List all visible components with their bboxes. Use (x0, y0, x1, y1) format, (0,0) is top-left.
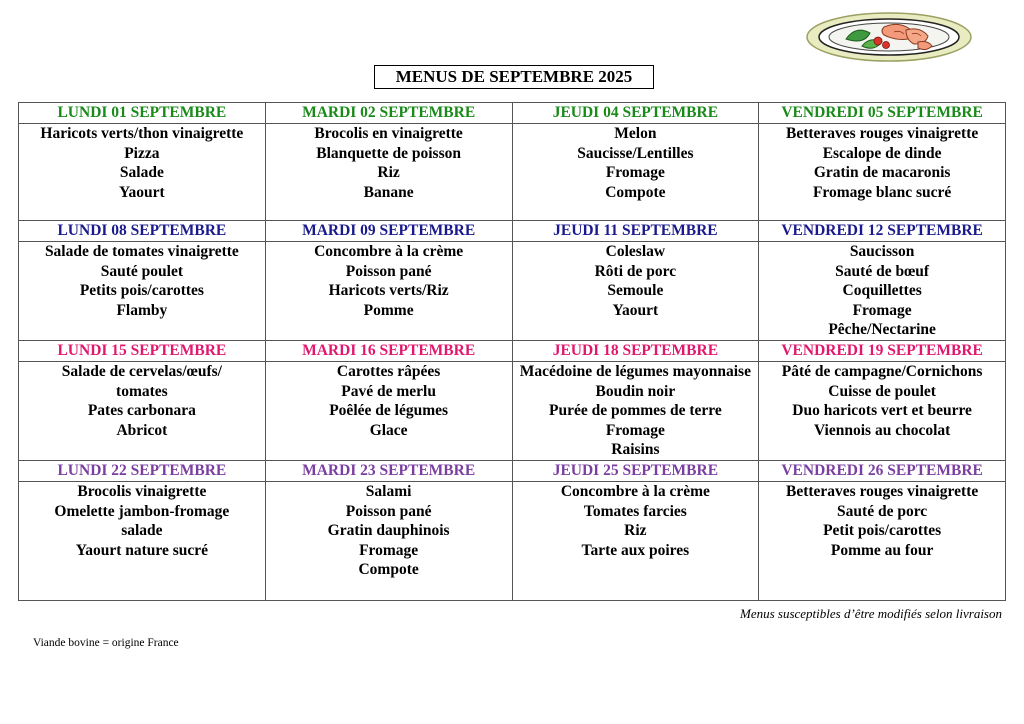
day-menu-cell (19, 482, 266, 601)
menu-item: Petits pois/carottes (79, 282, 204, 300)
menu-item: Rôti de porc (594, 262, 677, 280)
day-header: JEUDI 25 SEPTEMBRE (512, 461, 759, 482)
menu-item: Omelette jambon-fromage (54, 502, 230, 520)
week-menu-row (19, 362, 1006, 461)
menu-item: Betteraves rouges vinaigrette (785, 483, 979, 500)
day-menu-cell (759, 482, 1006, 601)
menu-item: Saucisse/Lentilles (577, 144, 694, 162)
day-menu-cell (512, 242, 759, 341)
week-header-row (19, 103, 1006, 124)
menu-item: Abricot (116, 421, 168, 439)
week-header-row (19, 221, 1006, 242)
week-header-row (19, 341, 1006, 362)
menu-item: Compote (358, 561, 419, 579)
menu-item: Tomates farcies (583, 502, 687, 520)
day-header: MARDI 09 SEPTEMBRE (265, 221, 512, 242)
menu-item: Concombre à la crème (314, 243, 464, 260)
menu-item: Sauté poulet (100, 262, 183, 280)
menu-item: Pavé de merlu (341, 382, 436, 400)
menu-item: Viennois au chocolat (813, 421, 951, 439)
menu-item: Coquillettes (842, 282, 922, 300)
menu-item: Pizza (124, 144, 160, 162)
menu-item: Banane (363, 183, 414, 201)
menu-item: Fromage blanc sucré (812, 183, 952, 201)
menu-item: Duo haricots vert et beurre (792, 402, 972, 420)
day-header: LUNDI 22 SEPTEMBRE (19, 461, 266, 482)
menu-item: Betteraves rouges vinaigrette (785, 125, 979, 142)
menu-item: salade (121, 522, 163, 540)
menu-item: Carottes râpées (336, 363, 441, 380)
day-menu-cell (19, 242, 266, 341)
day-header: VENDREDI 26 SEPTEMBRE (759, 461, 1006, 482)
menu-item: Brocolis vinaigrette (77, 483, 207, 500)
menu-item: Sauté de porc (837, 502, 928, 520)
menu-item: Cuisse de poulet (828, 382, 936, 400)
day-header: VENDREDI 12 SEPTEMBRE (759, 221, 1006, 242)
menu-item: Concombre à la crème (560, 483, 710, 500)
menu-item: Poêlée de légumes (329, 402, 449, 420)
menu-item: Escalope de dinde (822, 144, 942, 162)
menu-item: Boudin noir (595, 382, 676, 400)
day-menu-cell (512, 124, 759, 221)
menu-item: Pâté de campagne/Cornichons (781, 363, 983, 380)
day-header: JEUDI 18 SEPTEMBRE (512, 341, 759, 362)
menu-item: Coleslaw (605, 243, 666, 260)
food-plate-icon (806, 12, 972, 62)
day-header: MARDI 02 SEPTEMBRE (265, 103, 512, 124)
menu-item: Gratin dauphinois (327, 522, 450, 540)
day-header: MARDI 16 SEPTEMBRE (265, 341, 512, 362)
day-menu-cell (265, 362, 512, 461)
menu-item: Pêche/Nectarine (828, 321, 936, 339)
menu-item: Petit pois/carottes (823, 522, 942, 540)
week-menu-row (19, 242, 1006, 341)
menu-item: Macédoine de légumes mayonnaise (519, 363, 751, 380)
week-header-row (19, 461, 1006, 482)
page-title: MENUS DE SEPTEMBRE 2025 (374, 65, 654, 89)
week-menu-row (19, 482, 1006, 601)
week-menu-row (19, 124, 1006, 221)
menu-item: Fromage (605, 164, 665, 182)
menu-item: Saucisson (849, 243, 915, 260)
menu-item: Haricots verts/thon vinaigrette (40, 125, 244, 142)
day-menu-cell (759, 124, 1006, 221)
menu-item: Poisson pané (345, 502, 432, 520)
menu-item: Brocolis en vinaigrette (314, 125, 463, 142)
menu-item: Blanquette de poisson (316, 144, 461, 162)
menu-item: Pomme au four (830, 541, 934, 559)
day-menu-cell (512, 482, 759, 601)
menu-table (18, 102, 1006, 601)
menu-item: Gratin de macaronis (813, 164, 951, 182)
day-menu-cell (759, 362, 1006, 461)
menu-item: Yaourt (612, 301, 659, 319)
footer-note: Viande bovine = origine France (33, 637, 179, 649)
day-menu-cell (759, 242, 1006, 341)
day-header: LUNDI 01 SEPTEMBRE (19, 103, 266, 124)
menu-item: Poisson pané (345, 262, 432, 280)
menu-item: Salami (365, 483, 412, 500)
day-menu-cell (19, 362, 266, 461)
day-header: LUNDI 08 SEPTEMBRE (19, 221, 266, 242)
menu-item: Pates carbonara (87, 402, 196, 420)
menu-item: Sauté de bœuf (835, 262, 930, 280)
day-menu-cell (512, 362, 759, 461)
menu-item: Haricots verts/Riz (328, 282, 449, 300)
day-menu-cell (265, 124, 512, 221)
menu-item: tomates (116, 382, 168, 400)
menu-item: Pomme (363, 301, 414, 319)
day-header: MARDI 23 SEPTEMBRE (265, 461, 512, 482)
day-menu-cell (265, 242, 512, 341)
day-header: VENDREDI 19 SEPTEMBRE (759, 341, 1006, 362)
day-header: JEUDI 04 SEPTEMBRE (512, 103, 759, 124)
menu-item: Flamby (116, 301, 168, 319)
menu-item: Melon (614, 125, 657, 142)
day-header: JEUDI 11 SEPTEMBRE (512, 221, 759, 242)
menu-item: Salade de tomates vinaigrette (44, 243, 239, 260)
menu-item: Riz (624, 522, 647, 540)
menu-item: Fromage (359, 541, 419, 559)
day-menu-cell (19, 124, 266, 221)
menu-item: Salade (119, 164, 164, 182)
menu-item: Tarte aux poires (581, 541, 690, 559)
day-menu-cell (265, 482, 512, 601)
delivery-note: Menus susceptibles d’être modifiés selon livraison (739, 606, 1002, 621)
menu-item: Yaourt (119, 183, 165, 201)
day-header: LUNDI 15 SEPTEMBRE (19, 341, 266, 362)
menu-item: Purée de pommes de terre (549, 402, 722, 420)
menu-item: Fromage (605, 421, 665, 439)
menu-item: Semoule (607, 282, 664, 300)
menu-item: Glace (369, 421, 408, 439)
menu-item: Raisins (611, 441, 660, 459)
menu-item: Salade de cervelas/œufs/ (61, 363, 222, 380)
menu-item: Riz (377, 164, 400, 182)
menu-item: Yaourt nature sucré (75, 541, 209, 559)
menu-item: Compote (605, 183, 666, 201)
day-header: VENDREDI 05 SEPTEMBRE (759, 103, 1006, 124)
menu-item: Fromage (852, 301, 912, 319)
